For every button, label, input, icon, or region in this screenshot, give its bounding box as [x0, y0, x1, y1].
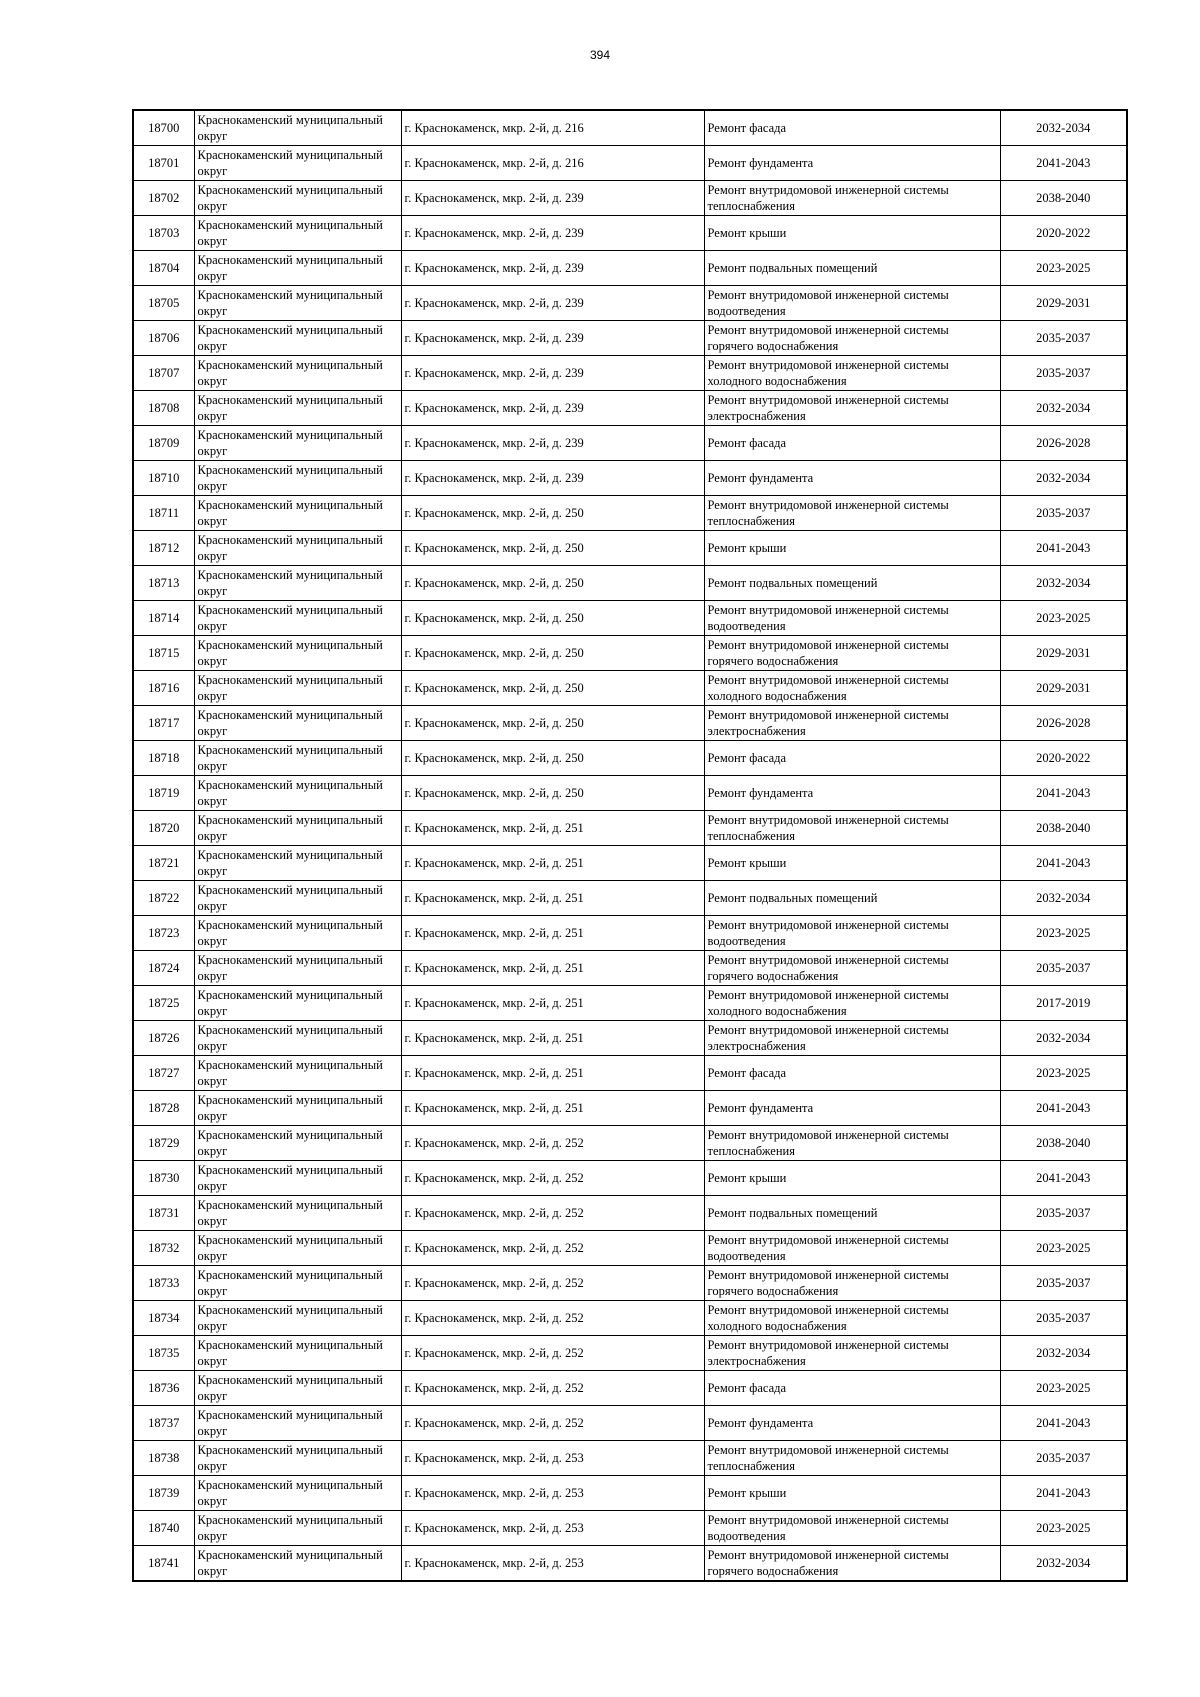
address-cell: г. Краснокаменск, мкр. 2-й, д. 251	[401, 1021, 704, 1056]
work-type-cell: Ремонт внутридомовой инженерной системы электроснабжения	[704, 1021, 1000, 1056]
period-cell: 2035-2037	[1000, 1196, 1127, 1231]
period-cell: 2035-2037	[1000, 1441, 1127, 1476]
row-number-cell: 18720	[133, 811, 194, 846]
table-row	[133, 916, 1127, 951]
period-cell: 2041-2043	[1000, 846, 1127, 881]
period-cell: 2032-2034	[1000, 1336, 1127, 1371]
period-cell: 2020-2022	[1000, 741, 1127, 776]
district-cell: Краснокаменский муниципальный округ	[194, 356, 401, 391]
table-row	[133, 706, 1127, 741]
district-cell: Краснокаменский муниципальный округ	[194, 1371, 401, 1406]
row-number-cell: 18735	[133, 1336, 194, 1371]
work-type-cell: Ремонт фундамента	[704, 776, 1000, 811]
table-row	[133, 846, 1127, 881]
table-row	[133, 636, 1127, 671]
period-cell: 2035-2037	[1000, 496, 1127, 531]
table-row	[133, 321, 1127, 356]
district-cell: Краснокаменский муниципальный округ	[194, 1056, 401, 1091]
district-cell: Краснокаменский муниципальный округ	[194, 706, 401, 741]
table-row	[133, 776, 1127, 811]
work-type-cell: Ремонт внутридомовой инженерной системы теплоснабжения	[704, 811, 1000, 846]
address-cell: г. Краснокаменск, мкр. 2-й, д. 251	[401, 811, 704, 846]
row-number-cell: 18708	[133, 391, 194, 426]
district-cell: Краснокаменский муниципальный округ	[194, 846, 401, 881]
address-cell: г. Краснокаменск, мкр. 2-й, д. 251	[401, 846, 704, 881]
district-cell: Краснокаменский муниципальный округ	[194, 146, 401, 181]
period-cell: 2038-2040	[1000, 811, 1127, 846]
table-row	[133, 671, 1127, 706]
table-row	[133, 1126, 1127, 1161]
row-number-cell: 18711	[133, 496, 194, 531]
row-number-cell: 18736	[133, 1371, 194, 1406]
address-cell: г. Краснокаменск, мкр. 2-й, д. 253	[401, 1476, 704, 1511]
address-cell: г. Краснокаменск, мкр. 2-й, д. 250	[401, 531, 704, 566]
address-cell: г. Краснокаменск, мкр. 2-й, д. 251	[401, 1056, 704, 1091]
table-row	[133, 496, 1127, 531]
district-cell: Краснокаменский муниципальный округ	[194, 181, 401, 216]
period-cell: 2029-2031	[1000, 286, 1127, 321]
work-type-cell: Ремонт внутридомовой инженерной системы горячего водоснабжения	[704, 321, 1000, 356]
row-number-cell: 18730	[133, 1161, 194, 1196]
district-cell: Краснокаменский муниципальный округ	[194, 636, 401, 671]
period-cell: 2038-2040	[1000, 181, 1127, 216]
table-row	[133, 1161, 1127, 1196]
address-cell: г. Краснокаменск, мкр. 2-й, д. 253	[401, 1441, 704, 1476]
work-type-cell: Ремонт фасада	[704, 1371, 1000, 1406]
district-cell: Краснокаменский муниципальный округ	[194, 1301, 401, 1336]
row-number-cell: 18713	[133, 566, 194, 601]
row-number-cell: 18715	[133, 636, 194, 671]
table-row	[133, 881, 1127, 916]
table-row	[133, 741, 1127, 776]
table-row	[133, 461, 1127, 496]
address-cell: г. Краснокаменск, мкр. 2-й, д. 250	[401, 741, 704, 776]
row-number-cell: 18703	[133, 216, 194, 251]
work-type-cell: Ремонт фасада	[704, 741, 1000, 776]
period-cell: 2023-2025	[1000, 1231, 1127, 1266]
work-type-cell: Ремонт крыши	[704, 1161, 1000, 1196]
table-row	[133, 1371, 1127, 1406]
table-row	[133, 1406, 1127, 1441]
work-type-cell: Ремонт фасада	[704, 426, 1000, 461]
work-type-cell: Ремонт внутридомовой инженерной системы теплоснабжения	[704, 181, 1000, 216]
district-cell: Краснокаменский муниципальный округ	[194, 1336, 401, 1371]
table-row	[133, 1056, 1127, 1091]
row-number-cell: 18704	[133, 251, 194, 286]
row-number-cell: 18710	[133, 461, 194, 496]
work-type-cell: Ремонт подвальных помещений	[704, 566, 1000, 601]
table-row	[133, 1336, 1127, 1371]
period-cell: 2035-2037	[1000, 951, 1127, 986]
address-cell: г. Краснокаменск, мкр. 2-й, д. 252	[401, 1196, 704, 1231]
address-cell: г. Краснокаменск, мкр. 2-й, д. 251	[401, 951, 704, 986]
address-cell: г. Краснокаменск, мкр. 2-й, д. 252	[401, 1231, 704, 1266]
table-row	[133, 110, 1127, 146]
work-type-cell: Ремонт внутридомовой инженерной системы горячего водоснабжения	[704, 1266, 1000, 1301]
district-cell: Краснокаменский муниципальный округ	[194, 951, 401, 986]
table-row	[133, 1021, 1127, 1056]
row-number-cell: 18706	[133, 321, 194, 356]
district-cell: Краснокаменский муниципальный округ	[194, 1021, 401, 1056]
district-cell: Краснокаменский муниципальный округ	[194, 1196, 401, 1231]
address-cell: г. Краснокаменск, мкр. 2-й, д. 239	[401, 321, 704, 356]
work-type-cell: Ремонт крыши	[704, 216, 1000, 251]
work-schedule-table	[132, 109, 1128, 1582]
row-number-cell: 18717	[133, 706, 194, 741]
period-cell: 2032-2034	[1000, 1546, 1127, 1582]
district-cell: Краснокаменский муниципальный округ	[194, 286, 401, 321]
address-cell: г. Краснокаменск, мкр. 2-й, д. 250	[401, 671, 704, 706]
work-type-cell: Ремонт фундамента	[704, 1091, 1000, 1126]
period-cell: 2020-2022	[1000, 216, 1127, 251]
period-cell: 2023-2025	[1000, 1056, 1127, 1091]
table-row	[133, 391, 1127, 426]
address-cell: г. Краснокаменск, мкр. 2-й, д. 252	[401, 1266, 704, 1301]
work-type-cell: Ремонт внутридомовой инженерной системы теплоснабжения	[704, 1441, 1000, 1476]
row-number-cell: 18709	[133, 426, 194, 461]
period-cell: 2032-2034	[1000, 461, 1127, 496]
table-row	[133, 1301, 1127, 1336]
period-cell: 2032-2034	[1000, 566, 1127, 601]
address-cell: г. Краснокаменск, мкр. 2-й, д. 216	[401, 110, 704, 146]
address-cell: г. Краснокаменск, мкр. 2-й, д. 250	[401, 601, 704, 636]
work-type-cell: Ремонт внутридомовой инженерной системы теплоснабжения	[704, 496, 1000, 531]
table-row	[133, 1476, 1127, 1511]
period-cell: 2038-2040	[1000, 1126, 1127, 1161]
row-number-cell: 18738	[133, 1441, 194, 1476]
table-row	[133, 1196, 1127, 1231]
address-cell: г. Краснокаменск, мкр. 2-й, д. 239	[401, 216, 704, 251]
address-cell: г. Краснокаменск, мкр. 2-й, д. 239	[401, 426, 704, 461]
period-cell: 2041-2043	[1000, 1161, 1127, 1196]
row-number-cell: 18700	[133, 110, 194, 146]
district-cell: Краснокаменский муниципальный округ	[194, 1126, 401, 1161]
work-type-cell: Ремонт фундамента	[704, 461, 1000, 496]
row-number-cell: 18714	[133, 601, 194, 636]
address-cell: г. Краснокаменск, мкр. 2-й, д. 239	[401, 391, 704, 426]
address-cell: г. Краснокаменск, мкр. 2-й, д. 239	[401, 286, 704, 321]
address-cell: г. Краснокаменск, мкр. 2-й, д. 250	[401, 566, 704, 601]
work-type-cell: Ремонт внутридомовой инженерной системы теплоснабжения	[704, 1126, 1000, 1161]
table-row	[133, 986, 1127, 1021]
address-cell: г. Краснокаменск, мкр. 2-й, д. 252	[401, 1371, 704, 1406]
table-row	[133, 426, 1127, 461]
district-cell: Краснокаменский муниципальный округ	[194, 1476, 401, 1511]
work-type-cell: Ремонт фасада	[704, 110, 1000, 146]
district-cell: Краснокаменский муниципальный округ	[194, 1161, 401, 1196]
period-cell: 2026-2028	[1000, 426, 1127, 461]
district-cell: Краснокаменский муниципальный округ	[194, 321, 401, 356]
district-cell: Краснокаменский муниципальный округ	[194, 776, 401, 811]
row-number-cell: 18734	[133, 1301, 194, 1336]
address-cell: г. Краснокаменск, мкр. 2-й, д. 252	[401, 1161, 704, 1196]
district-cell: Краснокаменский муниципальный округ	[194, 1441, 401, 1476]
district-cell: Краснокаменский муниципальный округ	[194, 251, 401, 286]
period-cell: 2032-2034	[1000, 110, 1127, 146]
row-number-cell: 18705	[133, 286, 194, 321]
table-row	[133, 1266, 1127, 1301]
address-cell: г. Краснокаменск, мкр. 2-й, д. 253	[401, 1546, 704, 1582]
table-row	[133, 286, 1127, 321]
period-cell: 2041-2043	[1000, 1406, 1127, 1441]
row-number-cell: 18732	[133, 1231, 194, 1266]
table-row	[133, 531, 1127, 566]
district-cell: Краснокаменский муниципальный округ	[194, 426, 401, 461]
address-cell: г. Краснокаменск, мкр. 2-й, д. 239	[401, 251, 704, 286]
work-type-cell: Ремонт крыши	[704, 1476, 1000, 1511]
work-type-cell: Ремонт фасада	[704, 1056, 1000, 1091]
address-cell: г. Краснокаменск, мкр. 2-й, д. 251	[401, 916, 704, 951]
work-type-cell: Ремонт фундамента	[704, 1406, 1000, 1441]
row-number-cell: 18712	[133, 531, 194, 566]
table-row	[133, 601, 1127, 636]
district-cell: Краснокаменский муниципальный округ	[194, 1546, 401, 1582]
district-cell: Краснокаменский муниципальный округ	[194, 811, 401, 846]
period-cell: 2026-2028	[1000, 706, 1127, 741]
row-number-cell: 18741	[133, 1546, 194, 1582]
table-row	[133, 1441, 1127, 1476]
period-cell: 2023-2025	[1000, 916, 1127, 951]
table-row	[133, 1231, 1127, 1266]
work-type-cell: Ремонт внутридомовой инженерной системы водоотведения	[704, 1511, 1000, 1546]
table-row	[133, 181, 1127, 216]
district-cell: Краснокаменский муниципальный округ	[194, 671, 401, 706]
work-type-cell: Ремонт внутридомовой инженерной системы водоотведения	[704, 916, 1000, 951]
address-cell: г. Краснокаменск, мкр. 2-й, д. 252	[401, 1406, 704, 1441]
work-type-cell: Ремонт внутридомовой инженерной системы холодного водоснабжения	[704, 671, 1000, 706]
row-number-cell: 18727	[133, 1056, 194, 1091]
district-cell: Краснокаменский муниципальный округ	[194, 916, 401, 951]
table-row	[133, 216, 1127, 251]
row-number-cell: 18723	[133, 916, 194, 951]
address-cell: г. Краснокаменск, мкр. 2-й, д. 252	[401, 1336, 704, 1371]
address-cell: г. Краснокаменск, мкр. 2-й, д. 252	[401, 1126, 704, 1161]
district-cell: Краснокаменский муниципальный округ	[194, 601, 401, 636]
district-cell: Краснокаменский муниципальный округ	[194, 741, 401, 776]
period-cell: 2035-2037	[1000, 321, 1127, 356]
row-number-cell: 18729	[133, 1126, 194, 1161]
row-number-cell: 18731	[133, 1196, 194, 1231]
table-row	[133, 566, 1127, 601]
work-type-cell: Ремонт фундамента	[704, 146, 1000, 181]
address-cell: г. Краснокаменск, мкр. 2-й, д. 251	[401, 1091, 704, 1126]
row-number-cell: 18707	[133, 356, 194, 391]
row-number-cell: 18740	[133, 1511, 194, 1546]
work-type-cell: Ремонт внутридомовой инженерной системы водоотведения	[704, 1231, 1000, 1266]
work-type-cell: Ремонт внутридомовой инженерной системы горячего водоснабжения	[704, 636, 1000, 671]
work-type-cell: Ремонт внутридомовой инженерной системы электроснабжения	[704, 706, 1000, 741]
period-cell: 2017-2019	[1000, 986, 1127, 1021]
address-cell: г. Краснокаменск, мкр. 2-й, д. 253	[401, 1511, 704, 1546]
table-row	[133, 1511, 1127, 1546]
table-row	[133, 811, 1127, 846]
row-number-cell: 18725	[133, 986, 194, 1021]
period-cell: 2032-2034	[1000, 881, 1127, 916]
period-cell: 2032-2034	[1000, 391, 1127, 426]
work-type-cell: Ремонт внутридомовой инженерной системы холодного водоснабжения	[704, 986, 1000, 1021]
period-cell: 2035-2037	[1000, 1301, 1127, 1336]
work-type-cell: Ремонт внутридомовой инженерной системы холодного водоснабжения	[704, 356, 1000, 391]
row-number-cell: 18701	[133, 146, 194, 181]
row-number-cell: 18722	[133, 881, 194, 916]
address-cell: г. Краснокаменск, мкр. 2-й, д. 250	[401, 636, 704, 671]
address-cell: г. Краснокаменск, мкр. 2-й, д. 239	[401, 181, 704, 216]
address-cell: г. Краснокаменск, мкр. 2-й, д. 216	[401, 146, 704, 181]
period-cell: 2035-2037	[1000, 356, 1127, 391]
page-number: 394	[589, 48, 611, 62]
address-cell: г. Краснокаменск, мкр. 2-й, д. 250	[401, 706, 704, 741]
row-number-cell: 18724	[133, 951, 194, 986]
address-cell: г. Краснокаменск, мкр. 2-й, д. 251	[401, 881, 704, 916]
district-cell: Краснокаменский муниципальный округ	[194, 1406, 401, 1441]
period-cell: 2029-2031	[1000, 671, 1127, 706]
table-body	[133, 110, 1127, 1581]
table-row	[133, 951, 1127, 986]
work-type-cell: Ремонт крыши	[704, 846, 1000, 881]
district-cell: Краснокаменский муниципальный округ	[194, 1091, 401, 1126]
work-type-cell: Ремонт внутридомовой инженерной системы водоотведения	[704, 286, 1000, 321]
table-row	[133, 146, 1127, 181]
district-cell: Краснокаменский муниципальный округ	[194, 461, 401, 496]
address-cell: г. Краснокаменск, мкр. 2-й, д. 250	[401, 496, 704, 531]
address-cell: г. Краснокаменск, мкр. 2-й, д. 251	[401, 986, 704, 1021]
district-cell: Краснокаменский муниципальный округ	[194, 1231, 401, 1266]
table-row	[133, 1546, 1127, 1582]
row-number-cell: 18718	[133, 741, 194, 776]
period-cell: 2041-2043	[1000, 531, 1127, 566]
address-cell: г. Краснокаменск, мкр. 2-й, д. 239	[401, 356, 704, 391]
period-cell: 2023-2025	[1000, 601, 1127, 636]
period-cell: 2023-2025	[1000, 251, 1127, 286]
period-cell: 2023-2025	[1000, 1371, 1127, 1406]
work-type-cell: Ремонт внутридомовой инженерной системы электроснабжения	[704, 391, 1000, 426]
period-cell: 2023-2025	[1000, 1511, 1127, 1546]
district-cell: Краснокаменский муниципальный округ	[194, 1266, 401, 1301]
work-type-cell: Ремонт подвальных помещений	[704, 1196, 1000, 1231]
work-type-cell: Ремонт внутридомовой инженерной системы водоотведения	[704, 601, 1000, 636]
district-cell: Краснокаменский муниципальный округ	[194, 216, 401, 251]
work-type-cell: Ремонт крыши	[704, 531, 1000, 566]
table-row	[133, 251, 1127, 286]
district-cell: Краснокаменский муниципальный округ	[194, 496, 401, 531]
work-type-cell: Ремонт внутридомовой инженерной системы холодного водоснабжения	[704, 1301, 1000, 1336]
period-cell: 2041-2043	[1000, 1476, 1127, 1511]
row-number-cell: 18726	[133, 1021, 194, 1056]
address-cell: г. Краснокаменск, мкр. 2-й, д. 250	[401, 776, 704, 811]
district-cell: Краснокаменский муниципальный округ	[194, 566, 401, 601]
period-cell: 2032-2034	[1000, 1021, 1127, 1056]
row-number-cell: 18739	[133, 1476, 194, 1511]
table-row	[133, 356, 1127, 391]
row-number-cell: 18716	[133, 671, 194, 706]
row-number-cell: 18719	[133, 776, 194, 811]
address-cell: г. Краснокаменск, мкр. 2-й, д. 252	[401, 1301, 704, 1336]
period-cell: 2041-2043	[1000, 776, 1127, 811]
work-type-cell: Ремонт внутридомовой инженерной системы горячего водоснабжения	[704, 1546, 1000, 1582]
work-type-cell: Ремонт внутридомовой инженерной системы электроснабжения	[704, 1336, 1000, 1371]
table-row	[133, 1091, 1127, 1126]
row-number-cell: 18702	[133, 181, 194, 216]
district-cell: Краснокаменский муниципальный округ	[194, 986, 401, 1021]
work-type-cell: Ремонт подвальных помещений	[704, 881, 1000, 916]
row-number-cell: 18721	[133, 846, 194, 881]
district-cell: Краснокаменский муниципальный округ	[194, 531, 401, 566]
work-type-cell: Ремонт подвальных помещений	[704, 251, 1000, 286]
period-cell: 2041-2043	[1000, 1091, 1127, 1126]
row-number-cell: 18733	[133, 1266, 194, 1301]
period-cell: 2041-2043	[1000, 146, 1127, 181]
period-cell: 2035-2037	[1000, 1266, 1127, 1301]
district-cell: Краснокаменский муниципальный округ	[194, 110, 401, 146]
district-cell: Краснокаменский муниципальный округ	[194, 1511, 401, 1546]
row-number-cell: 18737	[133, 1406, 194, 1441]
district-cell: Краснокаменский муниципальный округ	[194, 881, 401, 916]
period-cell: 2029-2031	[1000, 636, 1127, 671]
district-cell: Краснокаменский муниципальный округ	[194, 391, 401, 426]
address-cell: г. Краснокаменск, мкр. 2-й, д. 239	[401, 461, 704, 496]
row-number-cell: 18728	[133, 1091, 194, 1126]
work-type-cell: Ремонт внутридомовой инженерной системы горячего водоснабжения	[704, 951, 1000, 986]
